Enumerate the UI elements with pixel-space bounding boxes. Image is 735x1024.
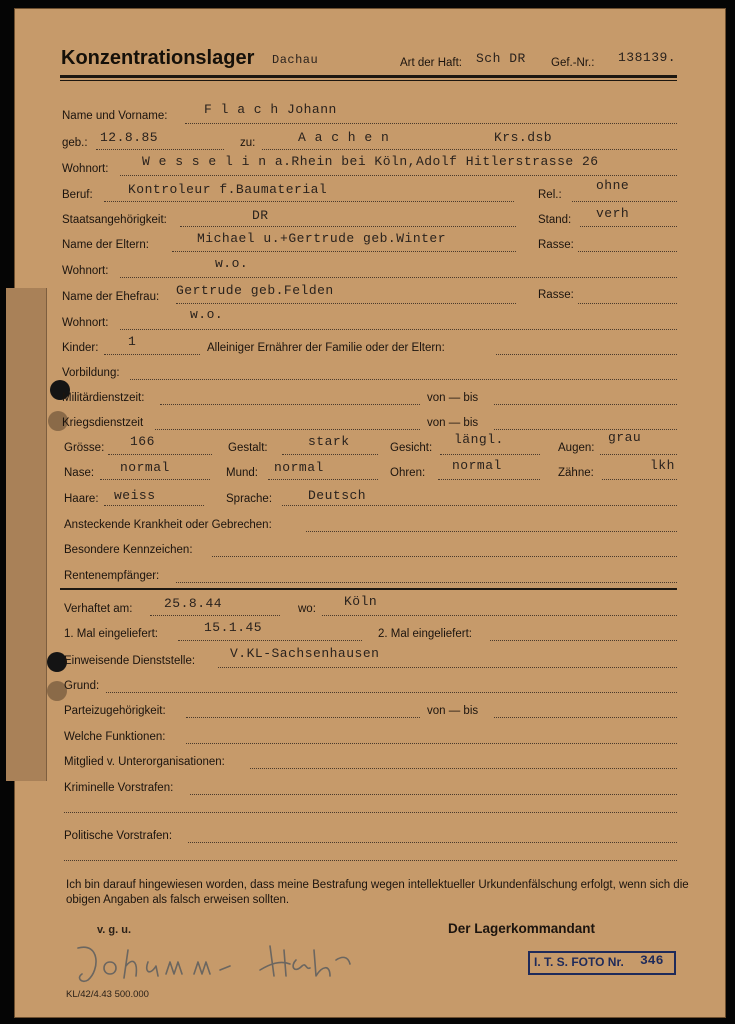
haare-value: weiss — [114, 488, 156, 503]
field-line — [172, 251, 516, 252]
stand-label: Stand: — [538, 214, 572, 226]
header-rule — [60, 75, 677, 78]
wohnort-value: W e s s e l i n a.Rhein bei Köln,Adolf Hitlerstrasse 26 — [142, 154, 599, 169]
vorbildung-label: Vorbildung: — [62, 367, 120, 379]
form-number: KL/42/4.43 500.000 — [66, 989, 149, 1000]
field-line — [322, 615, 677, 616]
mund-value: normal — [274, 460, 324, 475]
kinder-value: 1 — [128, 334, 137, 349]
field-line — [494, 717, 677, 718]
field-line — [218, 667, 677, 668]
field-line — [185, 123, 677, 124]
groesse-label: Grösse: — [64, 442, 105, 454]
haft-value: Sch DR — [476, 51, 526, 66]
sprache-label: Sprache: — [226, 493, 273, 505]
rasse-label: Rasse: — [538, 239, 574, 251]
wohnort3-value: w.o. — [190, 307, 224, 322]
field-line — [262, 149, 677, 150]
field-line — [572, 201, 677, 202]
geb-value: 12.8.85 — [100, 130, 159, 145]
field-line — [306, 531, 677, 532]
field-line — [186, 743, 677, 744]
field-line — [438, 479, 540, 480]
field-line — [496, 354, 677, 355]
kriminell-label: Kriminelle Vorstrafen: — [64, 782, 174, 794]
verhaftet-value: 25.8.44 — [164, 596, 223, 611]
field-line — [494, 404, 677, 405]
field-line — [440, 454, 540, 455]
krankheit-label: Ansteckende Krankheit oder Gebrechen: — [64, 519, 272, 531]
wohnort2-label: Wohnort: — [62, 265, 109, 277]
stamp-number: 346 — [640, 953, 664, 968]
rente-label: Rentenempfänger: — [64, 570, 160, 582]
ehefrau-label: Name der Ehefrau: — [62, 291, 160, 303]
field-line — [186, 717, 420, 718]
stamp-label: I. T. S. FOTO Nr. — [534, 955, 624, 969]
field-line — [150, 615, 280, 616]
field-line — [64, 812, 677, 813]
von-bis: von — bis — [427, 392, 479, 404]
field-line — [212, 556, 677, 557]
field-line — [120, 277, 677, 278]
ehefrau-value: Gertrude geb.Felden — [176, 283, 334, 298]
field-line — [178, 640, 362, 641]
field-line — [104, 505, 204, 506]
declaration-text: Ich bin darauf hingewiesen worden, dass meine Bestrafung wegen intellektueller Urkundenfälschung erfolgt, wenn sich die obigen Angaben als falsch erweisen sollten. — [66, 879, 689, 906]
field-line — [106, 692, 677, 693]
gesicht-value: längl. — [454, 432, 504, 447]
field-line — [600, 454, 677, 455]
krs-value: Krs.dsb — [494, 130, 553, 145]
field-line — [494, 429, 677, 430]
zaehne-label: Zähne: — [558, 467, 594, 479]
politisch-label: Politische Vorstrafen: — [64, 830, 173, 842]
field-line — [120, 329, 677, 330]
field-line — [160, 404, 420, 405]
augen-value: grau — [608, 430, 642, 445]
field-line — [130, 379, 677, 380]
grund-label: Grund: — [64, 680, 100, 692]
gestalt-label: Gestalt: — [228, 442, 268, 454]
rel-label: Rel.: — [538, 189, 562, 201]
wo-label: wo: — [298, 603, 316, 615]
page-title: Konzentrationslager — [61, 47, 255, 69]
mund-label: Mund: — [226, 467, 258, 479]
field-line — [268, 479, 378, 480]
eltern-label: Name der Eltern: — [62, 239, 149, 251]
beruf-label: Beruf: — [62, 189, 93, 201]
wo-value: Köln — [344, 594, 378, 609]
ernaehrer-label: Alleiniger Ernährer der Familie oder der Eltern: — [207, 342, 445, 354]
camp-name: Dachau — [272, 53, 319, 67]
rasse2-label: Rasse: — [538, 289, 574, 301]
field-line — [490, 640, 677, 641]
sprache-value: Deutsch — [308, 488, 367, 503]
haft-label: Art der Haft: — [400, 57, 462, 69]
field-line — [180, 226, 516, 227]
von-bis: von — bis — [427, 705, 479, 717]
groesse-value: 166 — [130, 434, 155, 449]
field-line — [100, 479, 210, 480]
gestalt-value: stark — [308, 434, 350, 449]
field-line — [108, 454, 212, 455]
zaehne-value: lkh — [650, 458, 675, 473]
augen-label: Augen: — [558, 442, 595, 454]
zu-label: zu: — [240, 137, 256, 149]
mal2-label: 2. Mal eingeliefert: — [378, 628, 472, 640]
name-value: F l a c h Johann — [204, 102, 337, 117]
mitglied-label: Mitglied v. Unterorganisationen: — [64, 756, 225, 768]
field-line — [578, 303, 677, 304]
verhaftet-label: Verhaftet am: — [64, 603, 133, 615]
tape-strip — [6, 288, 47, 781]
gef-value: 138139. — [618, 50, 677, 65]
staat-value: DR — [252, 208, 269, 223]
von-bis: von — bis — [427, 417, 479, 429]
field-line — [578, 251, 677, 252]
beruf-value: Kontroleur f.Baumaterial — [128, 182, 328, 197]
dienststelle-label: Einweisende Dienststelle: — [64, 655, 196, 667]
krieg-label: Kriegsdienstzeit — [62, 417, 144, 429]
field-line — [176, 303, 516, 304]
field-line — [580, 226, 677, 227]
geb-label: geb.: — [62, 137, 88, 149]
gesicht-label: Gesicht: — [390, 442, 433, 454]
field-line — [120, 175, 677, 176]
kinder-label: Kinder: — [62, 342, 99, 354]
section-rule — [60, 588, 677, 590]
mal1-label: 1. Mal eingeliefert: — [64, 628, 158, 640]
field-line — [176, 582, 677, 583]
field-line — [188, 842, 677, 843]
signature — [70, 940, 370, 985]
header-rule — [60, 80, 677, 81]
militaer-label: Militärdienstzeit: — [62, 392, 145, 404]
dienststelle-value: V.KL-Sachsenhausen — [230, 646, 380, 661]
eltern-value: Michael u.+Gertrude geb.Winter — [197, 231, 447, 246]
rel-value: ohne — [596, 178, 630, 193]
field-line — [190, 794, 677, 795]
kommandant-label: Der Lagerkommandant — [448, 921, 596, 936]
wohnort2-value: w.o. — [215, 256, 249, 271]
wohnort-label: Wohnort: — [62, 163, 109, 175]
funktionen-label: Welche Funktionen: — [64, 731, 166, 743]
kennzeichen-label: Besondere Kennzeichen: — [64, 544, 193, 556]
field-line — [282, 454, 378, 455]
vgu-label: v. g. u. — [97, 924, 132, 936]
nase-label: Nase: — [64, 467, 95, 479]
stand-value: verh — [596, 206, 630, 221]
name-label: Name und Vorname: — [62, 110, 168, 122]
nase-value: normal — [120, 460, 170, 475]
field-line — [104, 201, 514, 202]
staat-label: Staatsangehörigkeit: — [62, 214, 167, 226]
field-line — [155, 429, 420, 430]
field-line — [96, 149, 224, 150]
gef-label: Gef.-Nr.: — [551, 57, 595, 69]
field-line — [282, 505, 677, 506]
ohren-value: normal — [452, 458, 502, 473]
field-line — [104, 354, 200, 355]
field-line — [602, 479, 677, 480]
ohren-label: Ohren: — [390, 467, 426, 479]
field-line — [250, 768, 677, 769]
haare-label: Haare: — [64, 493, 99, 505]
zu-value: A a c h e n — [298, 130, 390, 145]
wohnort3-label: Wohnort: — [62, 317, 109, 329]
field-line — [64, 860, 677, 861]
mal1-value: 15.1.45 — [204, 620, 263, 635]
partei-label: Parteizugehörigkeit: — [64, 705, 166, 717]
